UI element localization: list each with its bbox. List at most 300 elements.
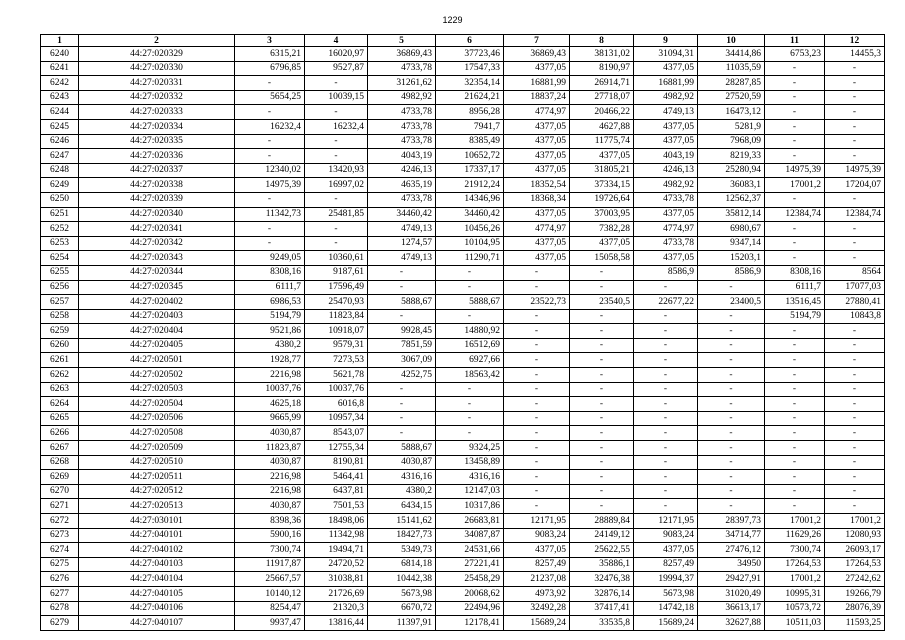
table-cell: -: [305, 192, 368, 207]
table-cell: -: [570, 411, 634, 426]
table-row: [41, 119, 885, 134]
table-cell: -: [634, 280, 698, 295]
table-cell: 44:27:020336: [79, 149, 235, 164]
table-cell: 17001,2: [825, 514, 885, 529]
table-row: [41, 499, 885, 514]
table-row: [41, 47, 885, 62]
table-cell: 44:27:020329: [79, 47, 235, 62]
table-cell: 12384,74: [765, 207, 825, 222]
table-cell: 26683,81: [436, 514, 504, 529]
table-cell: 4733,78: [634, 236, 698, 251]
table-row: [41, 61, 885, 76]
table-row: [41, 514, 885, 529]
table-cell: 8219,33: [698, 149, 765, 164]
table-cell: 35812,14: [698, 207, 765, 222]
table-cell: -: [698, 411, 765, 426]
table-cell: 14880,92: [436, 324, 504, 339]
table-cell: 6271: [41, 499, 79, 514]
table-cell: 5621,78: [305, 368, 368, 383]
table-cell: 9324,25: [436, 441, 504, 456]
column-header: 9: [634, 35, 698, 47]
table-cell: 31020,49: [698, 586, 765, 601]
table-cell: 6986,53: [235, 295, 305, 310]
table-cell: 6267: [41, 441, 79, 456]
table-cell: 4377,05: [634, 119, 698, 134]
table-cell: 27718,07: [570, 90, 634, 105]
table-cell: 4774,97: [504, 222, 570, 237]
table-row: [41, 280, 885, 295]
table-cell: 44:27:020405: [79, 338, 235, 353]
table-cell: 4377,05: [634, 543, 698, 558]
table-cell: 14975,39: [825, 163, 885, 178]
table-row: [41, 309, 885, 324]
table-cell: 18837,24: [504, 90, 570, 105]
table-cell: 18498,06: [305, 514, 368, 529]
table-cell: 27476,12: [698, 543, 765, 558]
table-cell: 5888,67: [368, 295, 436, 310]
table-cell: 25470,93: [305, 295, 368, 310]
table-cell: -: [504, 470, 570, 485]
table-cell: 10995,31: [765, 586, 825, 601]
table-cell: 44:27:020341: [79, 222, 235, 237]
table-cell: 32354,14: [436, 76, 504, 91]
table-cell: -: [698, 484, 765, 499]
table-cell: 7300,74: [765, 543, 825, 558]
table-row: [41, 178, 885, 193]
table-cell: 28287,85: [698, 76, 765, 91]
table-cell: 2216,98: [235, 484, 305, 499]
table-cell: 37723,46: [436, 47, 504, 62]
table-cell: 9187,61: [305, 265, 368, 280]
table-cell: 27242,62: [825, 572, 885, 587]
table-cell: 6241: [41, 61, 79, 76]
table-row: [41, 134, 885, 149]
column-header: 3: [235, 35, 305, 47]
table-cell: -: [765, 441, 825, 456]
table-cell: 44:27:040105: [79, 586, 235, 601]
table-cell: 6260: [41, 338, 79, 353]
table-cell: 9665,99: [235, 411, 305, 426]
table-cell: 4030,87: [368, 455, 436, 470]
table-cell: -: [765, 411, 825, 426]
table-cell: -: [765, 76, 825, 91]
table-cell: 5281,9: [698, 119, 765, 134]
table-cell: 21320,3: [305, 601, 368, 616]
table-cell: 17337,17: [436, 163, 504, 178]
table-row: [41, 382, 885, 397]
table-cell: 6268: [41, 455, 79, 470]
table-cell: 21237,08: [504, 572, 570, 587]
table-cell: -: [765, 90, 825, 105]
table-cell: 8385,49: [436, 134, 504, 149]
table-cell: 23540,5: [570, 295, 634, 310]
table-cell: 19266,79: [825, 586, 885, 601]
table-cell: 18352,54: [504, 178, 570, 193]
table-cell: 32476,38: [570, 572, 634, 587]
table-cell: 6434,15: [368, 499, 436, 514]
table-cell: 18427,73: [368, 528, 436, 543]
table-cell: 9937,47: [235, 616, 305, 631]
table-cell: -: [570, 368, 634, 383]
column-header: 11: [765, 35, 825, 47]
table-cell: -: [698, 382, 765, 397]
table-cell: 4377,05: [634, 251, 698, 266]
table-cell: 37334,15: [570, 178, 634, 193]
table-cell: 6249: [41, 178, 79, 193]
table-row: [41, 586, 885, 601]
table-cell: 5888,67: [436, 295, 504, 310]
table-cell: 6248: [41, 163, 79, 178]
table-cell: 10104,95: [436, 236, 504, 251]
table-cell: 14346,96: [436, 192, 504, 207]
table-cell: 25667,57: [235, 572, 305, 587]
table-cell: 6244: [41, 105, 79, 120]
table-cell: 14742,18: [634, 601, 698, 616]
table-cell: 6264: [41, 397, 79, 412]
table-cell: 36869,43: [504, 47, 570, 62]
table-cell: 16232,4: [305, 119, 368, 134]
table-row: [41, 222, 885, 237]
table-cell: -: [825, 119, 885, 134]
table-row: [41, 324, 885, 339]
table-cell: 36613,17: [698, 601, 765, 616]
table-cell: 44:27:020403: [79, 309, 235, 324]
table-cell: -: [698, 338, 765, 353]
table-row: [41, 397, 885, 412]
table-cell: 7382,28: [570, 222, 634, 237]
table-cell: 44:27:020506: [79, 411, 235, 426]
table-cell: -: [305, 76, 368, 91]
table-cell: 8586,9: [634, 265, 698, 280]
table-cell: -: [765, 236, 825, 251]
table-cell: 15203,1: [698, 251, 765, 266]
table-cell: 6261: [41, 353, 79, 368]
table-cell: 14975,39: [235, 178, 305, 193]
table-cell: 4030,87: [235, 455, 305, 470]
table-cell: 10511,03: [765, 616, 825, 631]
table-cell: 31038,81: [305, 572, 368, 587]
table-cell: 16020,97: [305, 47, 368, 62]
table-cell: 18563,42: [436, 368, 504, 383]
table-cell: -: [368, 280, 436, 295]
table-row: [41, 470, 885, 485]
table-cell: 44:27:020509: [79, 441, 235, 456]
table-cell: 18368,34: [504, 192, 570, 207]
table-cell: -: [570, 484, 634, 499]
table-cell: -: [698, 499, 765, 514]
table-cell: 44:27:020508: [79, 426, 235, 441]
table-cell: 10360,61: [305, 251, 368, 266]
table-cell: 6259: [41, 324, 79, 339]
table-cell: -: [825, 484, 885, 499]
table-cell: 4246,13: [634, 163, 698, 178]
table-cell: 6258: [41, 309, 79, 324]
table-cell: 11035,59: [698, 61, 765, 76]
table-cell: -: [765, 134, 825, 149]
table-cell: -: [825, 382, 885, 397]
table-cell: 6980,67: [698, 222, 765, 237]
table-cell: 6255: [41, 265, 79, 280]
table-cell: -: [570, 426, 634, 441]
table-cell: -: [698, 368, 765, 383]
table-cell: 4316,16: [436, 470, 504, 485]
table-cell: 1274,57: [368, 236, 436, 251]
table-cell: -: [570, 265, 634, 280]
table-cell: -: [305, 222, 368, 237]
table-cell: 34414,86: [698, 47, 765, 62]
table-cell: 28889,84: [570, 514, 634, 529]
table-cell: -: [504, 368, 570, 383]
table-cell: 4733,78: [368, 192, 436, 207]
table-cell: -: [698, 309, 765, 324]
table-row: [41, 528, 885, 543]
table-cell: -: [825, 149, 885, 164]
table-cell: 13816,44: [305, 616, 368, 631]
table-cell: -: [634, 441, 698, 456]
table-cell: 11823,87: [235, 441, 305, 456]
table-cell: 16232,4: [235, 119, 305, 134]
table-cell: 5888,67: [368, 441, 436, 456]
table-cell: -: [698, 455, 765, 470]
table-cell: 22677,22: [634, 295, 698, 310]
table-cell: 11342,98: [305, 528, 368, 543]
table-cell: 44:27:020503: [79, 382, 235, 397]
table-cell: -: [504, 484, 570, 499]
table-cell: -: [765, 382, 825, 397]
table-cell: 4625,18: [235, 397, 305, 412]
table-cell: 6265: [41, 411, 79, 426]
table-cell: 44:27:020504: [79, 397, 235, 412]
table-cell: 12562,37: [698, 192, 765, 207]
table-row: [41, 265, 885, 280]
table-cell: 6250: [41, 192, 79, 207]
table-cell: 44:27:020513: [79, 499, 235, 514]
table-cell: 15689,24: [504, 616, 570, 631]
table-cell: 5194,79: [765, 309, 825, 324]
table-cell: -: [570, 455, 634, 470]
table-cell: 4377,05: [504, 134, 570, 149]
column-header: 2: [79, 35, 235, 47]
table-cell: -: [765, 455, 825, 470]
table-cell: 4316,16: [368, 470, 436, 485]
table-cell: 4377,05: [570, 149, 634, 164]
table-cell: -: [765, 61, 825, 76]
table-cell: -: [368, 309, 436, 324]
table-cell: 44:27:020335: [79, 134, 235, 149]
table-cell: 10843,8: [825, 309, 885, 324]
table-cell: 4749,13: [634, 105, 698, 120]
table-cell: 12080,93: [825, 528, 885, 543]
table-cell: 16881,99: [504, 76, 570, 91]
column-header: 5: [368, 35, 436, 47]
table-cell: -: [305, 149, 368, 164]
table-cell: 7968,09: [698, 134, 765, 149]
table-cell: -: [235, 105, 305, 120]
table-cell: 44:27:040102: [79, 543, 235, 558]
table-cell: -: [634, 397, 698, 412]
table-cell: 44:27:020404: [79, 324, 235, 339]
table-cell: -: [825, 236, 885, 251]
table-cell: 12171,95: [504, 514, 570, 529]
table-cell: -: [765, 251, 825, 266]
table-cell: -: [436, 265, 504, 280]
table-cell: -: [698, 397, 765, 412]
table-cell: -: [825, 411, 885, 426]
table-cell: -: [570, 382, 634, 397]
table-cell: 8398,36: [235, 514, 305, 529]
table-cell: 4377,05: [634, 61, 698, 76]
table-cell: -: [504, 411, 570, 426]
table-cell: 4377,05: [504, 207, 570, 222]
table-cell: -: [504, 324, 570, 339]
table-cell: -: [825, 76, 885, 91]
table-cell: 11775,74: [570, 134, 634, 149]
table-cell: 16473,12: [698, 105, 765, 120]
table-cell: 4377,05: [504, 61, 570, 76]
table-cell: 27520,59: [698, 90, 765, 105]
table-row: [41, 426, 885, 441]
table-cell: 6753,23: [765, 47, 825, 62]
table-cell: 4043,19: [634, 149, 698, 164]
table-cell: 24720,52: [305, 557, 368, 572]
table-row: [41, 149, 885, 164]
table-cell: 6251: [41, 207, 79, 222]
table-cell: 6277: [41, 586, 79, 601]
table-cell: -: [825, 134, 885, 149]
table-cell: -: [825, 324, 885, 339]
table-cell: 25481,85: [305, 207, 368, 222]
table-cell: 12178,41: [436, 616, 504, 631]
table-cell: -: [504, 455, 570, 470]
table-cell: 23522,73: [504, 295, 570, 310]
table-cell: -: [436, 411, 504, 426]
table-cell: 10957,34: [305, 411, 368, 426]
table-cell: 6111,7: [765, 280, 825, 295]
table-cell: 4377,05: [634, 134, 698, 149]
table-cell: 44:27:020339: [79, 192, 235, 207]
table-cell: 44:27:020344: [79, 265, 235, 280]
table-cell: 4377,05: [504, 251, 570, 266]
table-cell: 44:27:030101: [79, 514, 235, 529]
table-cell: 5464,41: [305, 470, 368, 485]
table-cell: -: [504, 353, 570, 368]
table-cell: 6796,85: [235, 61, 305, 76]
table-cell: 24149,12: [570, 528, 634, 543]
data-table: [40, 34, 885, 631]
table-cell: 6275: [41, 557, 79, 572]
table-cell: 8308,16: [765, 265, 825, 280]
table-cell: 9249,05: [235, 251, 305, 266]
table-cell: 13458,89: [436, 455, 504, 470]
table-cell: 19494,71: [305, 543, 368, 558]
table-cell: 4774,97: [634, 222, 698, 237]
table-row: [41, 368, 885, 383]
table-body: [41, 47, 885, 631]
table-cell: 9521,86: [235, 324, 305, 339]
table-cell: 10317,86: [436, 499, 504, 514]
table-cell: -: [570, 324, 634, 339]
table-cell: -: [570, 397, 634, 412]
table-cell: 31805,21: [570, 163, 634, 178]
table-cell: 12171,95: [634, 514, 698, 529]
table-cell: -: [825, 192, 885, 207]
table-row: [41, 353, 885, 368]
table-cell: 7851,59: [368, 338, 436, 353]
table-cell: -: [368, 397, 436, 412]
table-cell: 37417,41: [570, 601, 634, 616]
table-cell: -: [235, 76, 305, 91]
table-cell: 14975,39: [765, 163, 825, 178]
table-cell: -: [436, 309, 504, 324]
table-row: [41, 207, 885, 222]
table-cell: 10652,72: [436, 149, 504, 164]
table-cell: -: [570, 280, 634, 295]
table-cell: 29427,91: [698, 572, 765, 587]
table-cell: 17001,2: [765, 178, 825, 193]
table-cell: 4774,97: [504, 105, 570, 120]
table-cell: -: [698, 280, 765, 295]
table-row: [41, 572, 885, 587]
table-cell: 11629,26: [765, 528, 825, 543]
table-cell: 4380,2: [368, 484, 436, 499]
table-cell: -: [634, 353, 698, 368]
table-cell: 4380,2: [235, 338, 305, 353]
table-cell: 6276: [41, 572, 79, 587]
table-cell: 27880,41: [825, 295, 885, 310]
table-row: [41, 251, 885, 266]
table-cell: 11342,73: [235, 207, 305, 222]
table-cell: 6927,66: [436, 353, 504, 368]
table-row: [41, 163, 885, 178]
table-cell: 44:27:020337: [79, 163, 235, 178]
table-cell: -: [634, 324, 698, 339]
table-cell: 31261,62: [368, 76, 436, 91]
column-header: 7: [504, 35, 570, 47]
table-cell: 6242: [41, 76, 79, 91]
table-cell: 1928,77: [235, 353, 305, 368]
table-cell: -: [305, 134, 368, 149]
table-cell: 10573,72: [765, 601, 825, 616]
table-cell: 6253: [41, 236, 79, 251]
table-cell: 11290,71: [436, 251, 504, 266]
table-cell: -: [570, 309, 634, 324]
table-cell: -: [305, 105, 368, 120]
table-cell: 34460,42: [436, 207, 504, 222]
table-cell: 38131,02: [570, 47, 634, 62]
table-cell: -: [765, 353, 825, 368]
table-cell: -: [570, 338, 634, 353]
table-cell: 6437,81: [305, 484, 368, 499]
table-cell: 4377,05: [570, 236, 634, 251]
table-cell: 4749,13: [368, 251, 436, 266]
table-cell: 5900,16: [235, 528, 305, 543]
table-cell: 44:27:020340: [79, 207, 235, 222]
table-cell: 6246: [41, 134, 79, 149]
table-cell: 17264,53: [765, 557, 825, 572]
table-cell: 10918,07: [305, 324, 368, 339]
table-cell: 19726,64: [570, 192, 634, 207]
table-cell: -: [765, 149, 825, 164]
table-cell: -: [765, 192, 825, 207]
table-cell: 4377,05: [504, 149, 570, 164]
table-cell: 4733,78: [368, 61, 436, 76]
table-cell: -: [765, 105, 825, 120]
table-cell: 8956,28: [436, 105, 504, 120]
table-cell: -: [825, 499, 885, 514]
table-cell: 8564: [825, 265, 885, 280]
table-cell: -: [368, 426, 436, 441]
table-cell: 17204,07: [825, 178, 885, 193]
